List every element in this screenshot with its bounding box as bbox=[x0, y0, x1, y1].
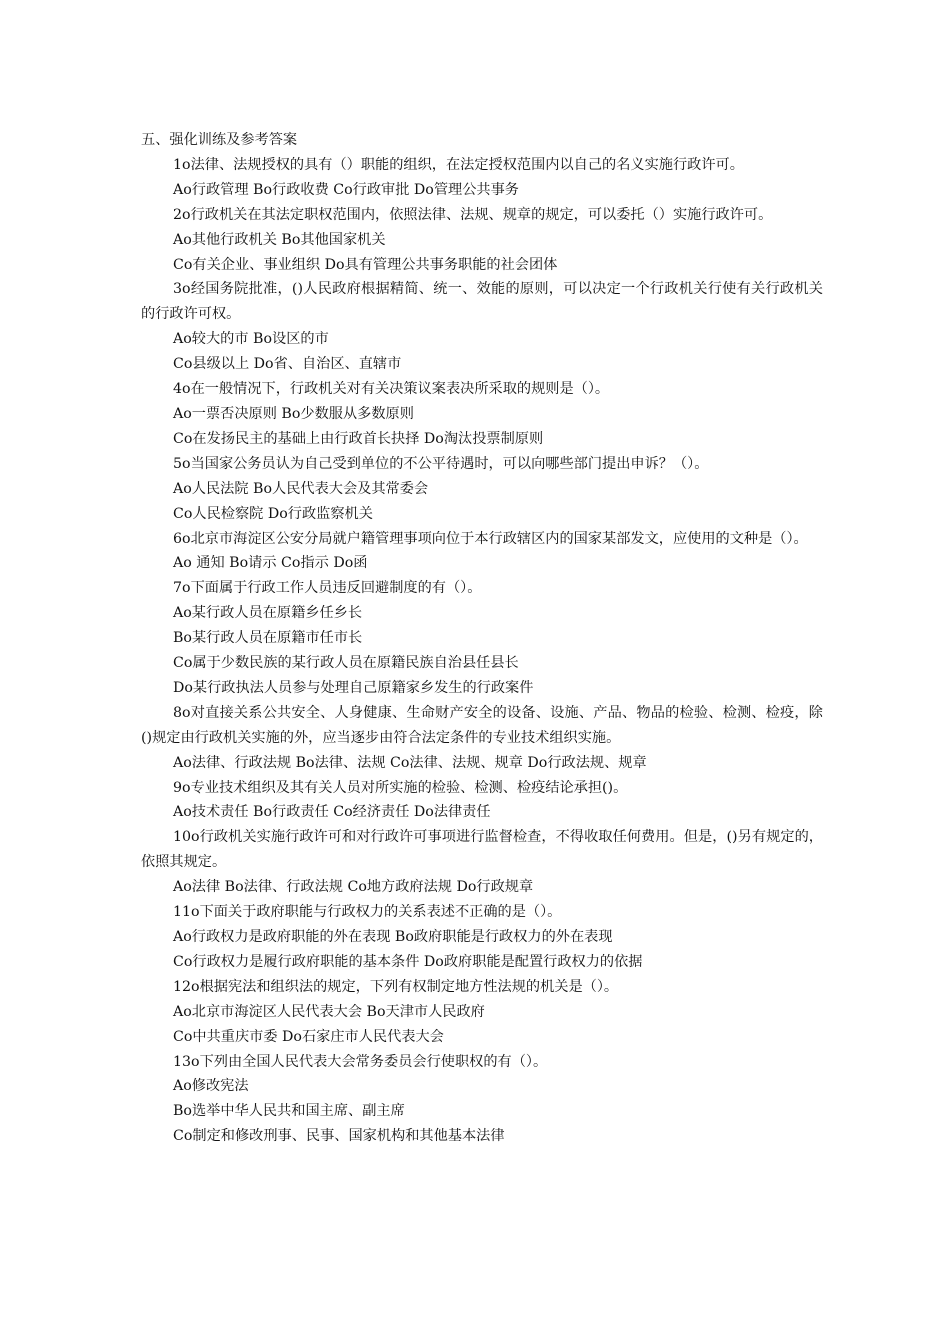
text-line: Ao较大的市 Bo设区的市 bbox=[173, 331, 329, 348]
text-line: Co中共重庆市委 Do石家庄市人民代表大会 bbox=[173, 1028, 444, 1045]
text-line: Co属于少数民族的某行政人员在原籍民族自治县任县长 bbox=[173, 655, 519, 672]
text-line: Do某行政执法人员参与处理自己原籍家乡发生的行政案件 bbox=[173, 679, 534, 696]
question-paragraph: 1o法律、法规授权的具有（）职能的组织，在法定授权范围内以自己的名义实施行政许可。 bbox=[173, 156, 744, 173]
text-line: Ao一票否决原则 Bo少数服从多数原则 bbox=[173, 405, 414, 422]
text-line: 7o下面属于行政工作人员违反回避制度的有（）。 bbox=[173, 580, 482, 597]
text-line: Ao法律 Bo法律、行政法规 Co地方政府法规 Do行政规章 bbox=[173, 879, 534, 896]
text-line: Co有关企业、事业组织 Do具有管理公共事务职能的社会团体 bbox=[173, 256, 558, 273]
question-paragraph: 2o行政机关在其法定职权范围内，依照法律、法规、规章的规定，可以委托（）实施行政许可。 bbox=[173, 206, 773, 223]
text-line: Co人民检察院 Do行政监察机关 bbox=[173, 505, 373, 522]
text-line: Ao北京市海淀区人民代表大会 Bo天津市人民政府 bbox=[173, 1003, 485, 1020]
text-line: Ao技术责任 Bo行政责任 Co经济责任 Do法律责任 bbox=[173, 804, 491, 821]
text-line: 4o在一般情况下，行政机关对有关决策议案表决所采取的规则是（）。 bbox=[173, 381, 610, 398]
text-line: Bo某行政人员在原籍市任市长 bbox=[173, 630, 363, 647]
text-line: Co在发扬民主的基础上由行政首长抉择 Do淘汰投票制原则 bbox=[173, 430, 544, 447]
question-paragraph: 6o北京市海淀区公安分局就户籍管理事项向位于本行政辖区内的国家某部发文，应使用的文种是（）。 bbox=[173, 530, 808, 547]
text-line: Co县级以上 Do省、自治区、直辖市 bbox=[173, 356, 402, 373]
question-paragraph: 3o经国务院批准，()人民政府根据精简、统一、效能的原则，可以决定一个行政机关行使有关行政机关的行政许可权。 bbox=[141, 281, 823, 323]
document-page bbox=[141, 128, 823, 1149]
text-line: 5o当国家公务员认为自己受到单位的不公平待遇时，可以向哪些部门提出申诉？（）。 bbox=[173, 455, 709, 472]
text-line: 13o下列由全国人民代表大会常务委员会行使职权的有（）。 bbox=[173, 1053, 548, 1070]
question-paragraph: 8o对直接关系公共安全、人身健康、生命财产安全的设备、设施、产品、物品的检验、检测、检疫，除()规定由行政机关实施的外，应当逐步由符合法定条件的专业技术组织实施。 bbox=[141, 704, 823, 746]
text-line: 12o根据宪法和组织法的规定，下列有权制定地方性法规的机关是（）。 bbox=[173, 978, 619, 995]
text-line: Bo选举中华人民共和国主席、副主席 bbox=[173, 1103, 405, 1120]
text-line: Ao人民法院 Bo人民代表大会及其常委会 bbox=[173, 480, 429, 497]
document-body bbox=[141, 153, 823, 1149]
section-title: 五、强化训练及参考答案 bbox=[141, 132, 298, 148]
question-paragraph: 10o行政机关实施行政许可和对行政许可事项进行监督检查，不得收取任何费用。但是，()另有规定的，依照其规定。 bbox=[141, 829, 823, 871]
text-line: Ao修改宪法 bbox=[173, 1078, 249, 1095]
text-line: Ao行政管理 Bo行政收费 Co行政审批 Do管理公共事务 bbox=[173, 181, 519, 198]
text-line: Ao行政权力是政府职能的外在表现 Bo政府职能是行政权力的外在表现 bbox=[173, 929, 613, 945]
text-line: Ao其他行政机关 Bo其他国家机关 bbox=[173, 231, 386, 248]
text-line: Ao某行政人员在原籍乡任乡长 bbox=[173, 605, 363, 622]
text-line: 11o下面关于政府职能与行政权力的关系表述不正确的是（）。 bbox=[173, 904, 562, 921]
text-line: Co制定和修改刑事、民事、国家机构和其他基本法律 bbox=[173, 1128, 505, 1145]
text-line: Ao法律、行政法规 Bo法律、法规 Co法律、法规、规章 Do行政法规、规章 bbox=[173, 754, 647, 771]
text-line: 9o专业技术组织及其有关人员对所实施的检验、检测、检疫结论承担()。 bbox=[173, 779, 628, 796]
text-line: Co行政权力是履行政府职能的基本条件 Do政府职能是配置行政权力的依据 bbox=[173, 953, 643, 970]
text-line: Ao 通知 Bo请示 Co指示 Do函 bbox=[173, 555, 368, 572]
